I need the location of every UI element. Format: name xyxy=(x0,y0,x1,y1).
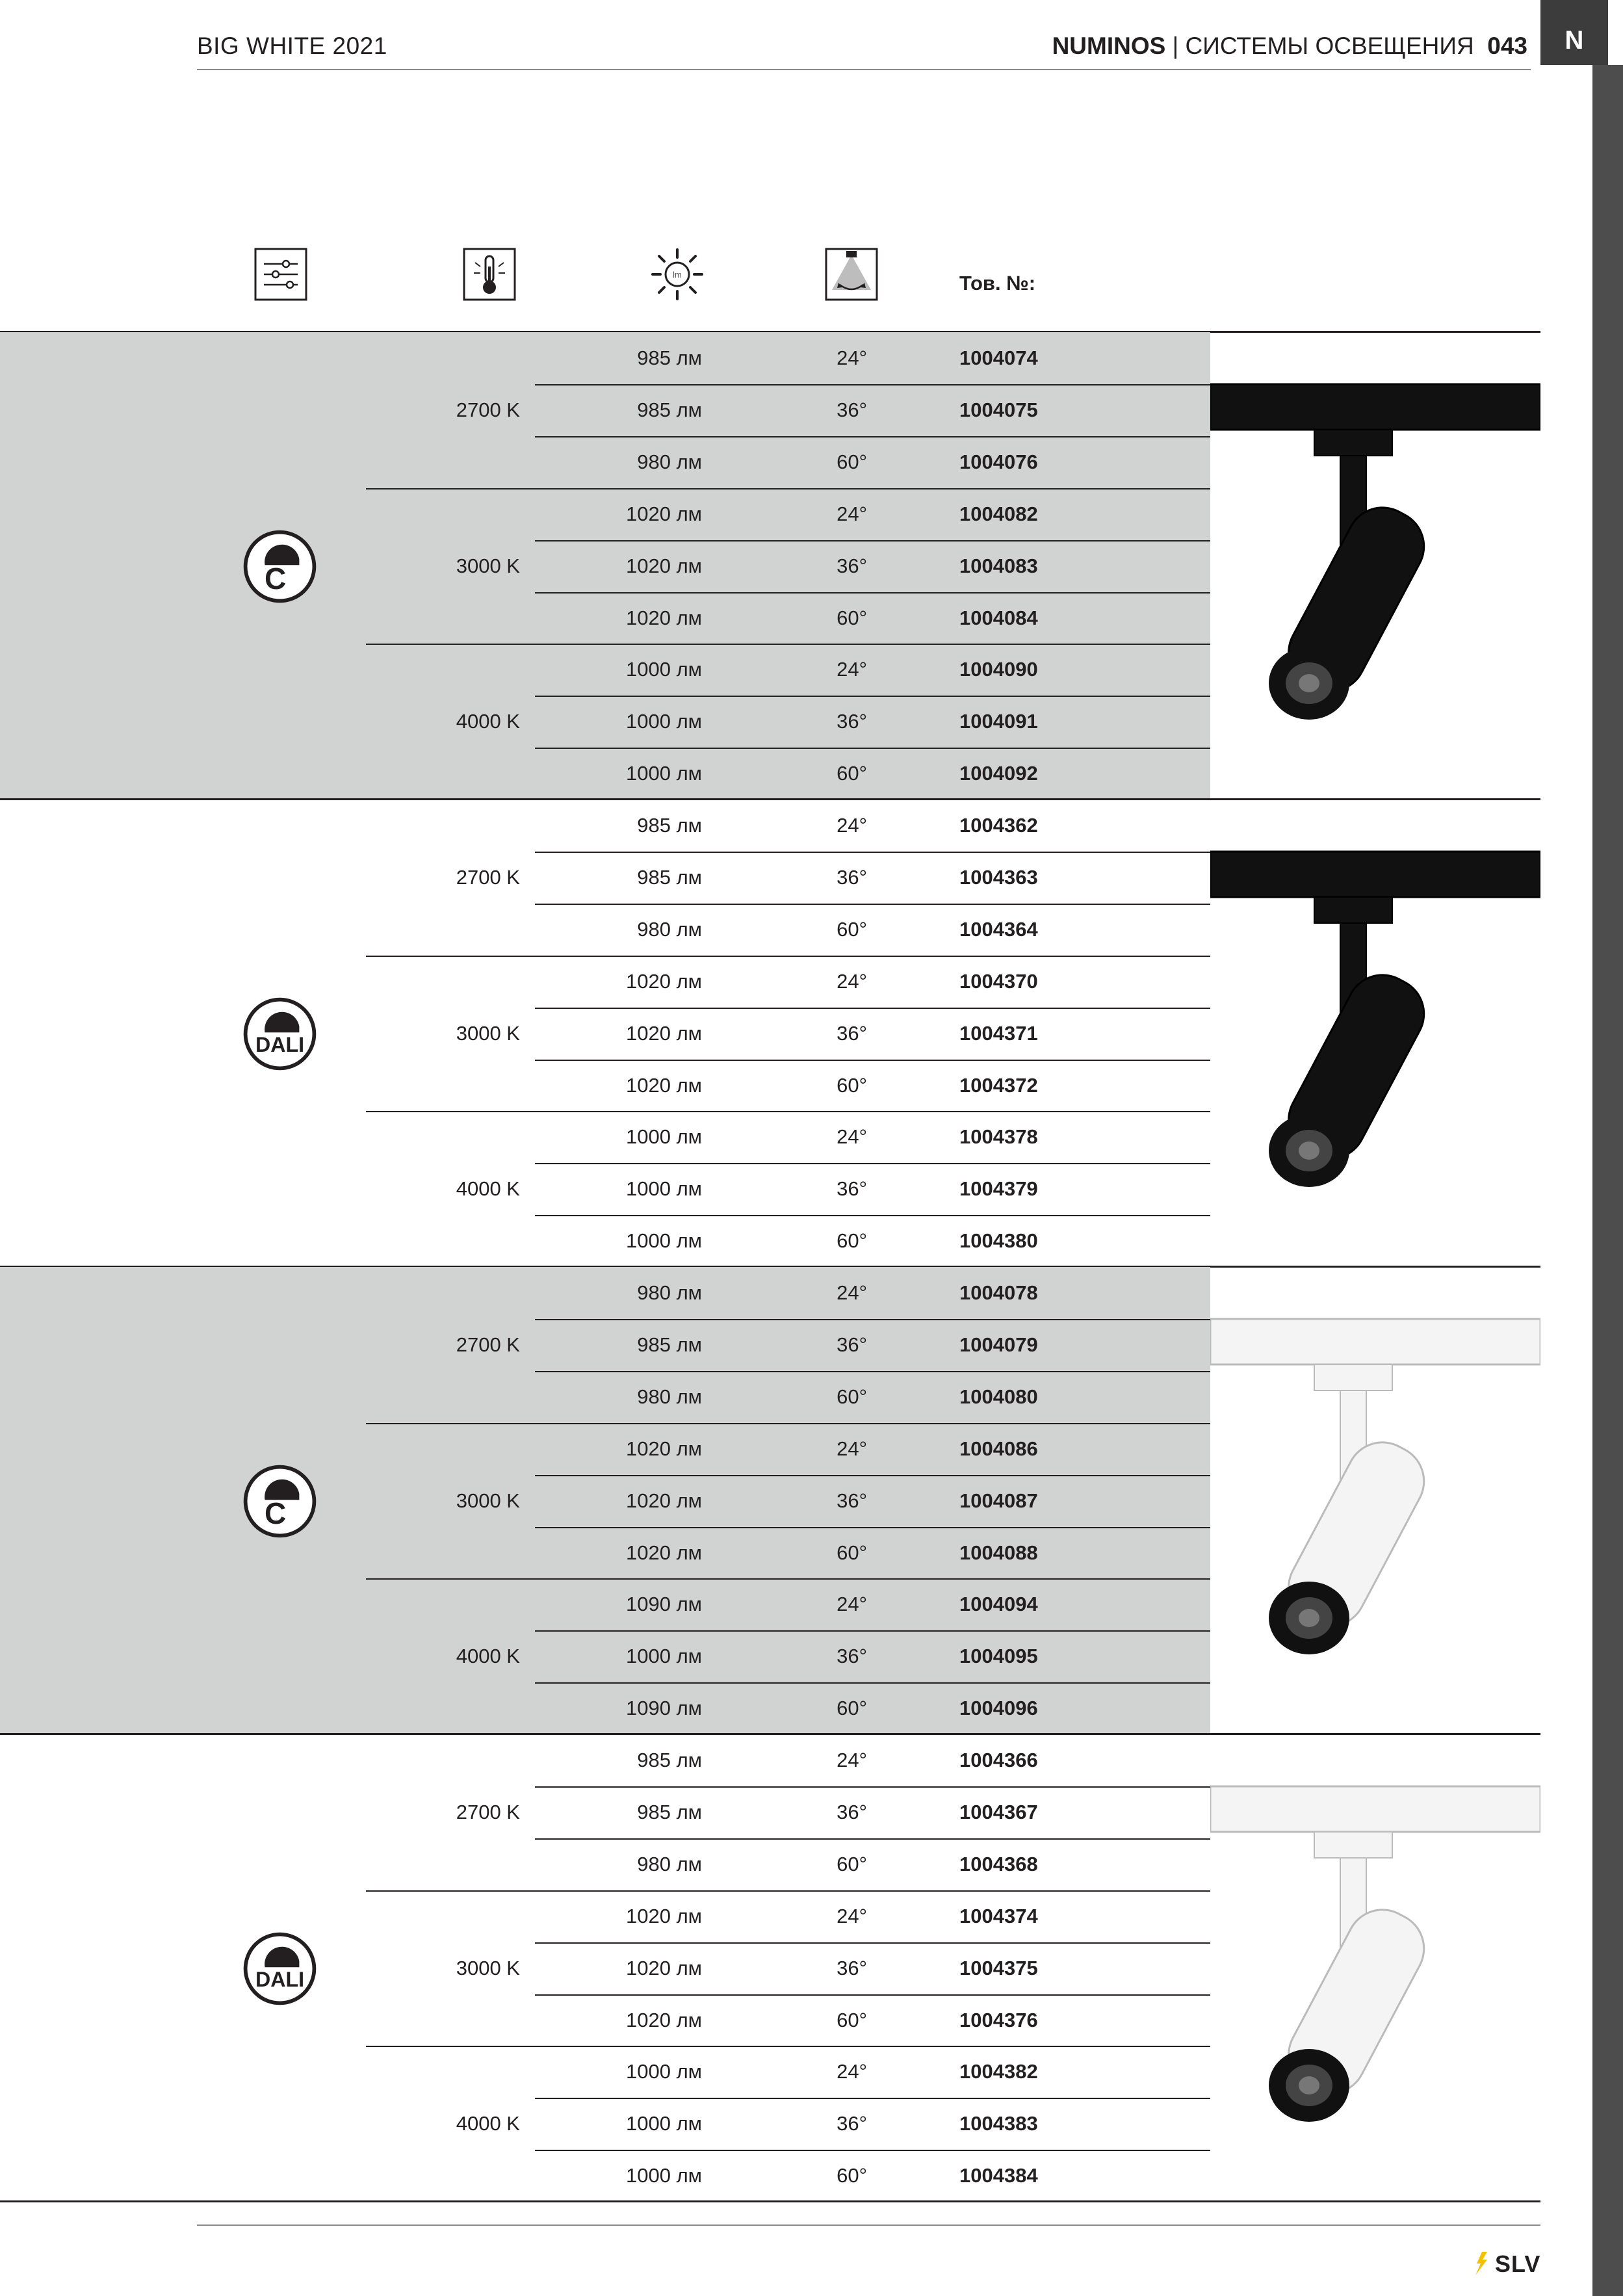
luminous-flux-value: 1000 лм xyxy=(626,710,702,733)
color-temperature-label: 2700 K xyxy=(456,398,520,421)
beam-angle-value: 36° xyxy=(837,1177,867,1201)
table-bottom-rule xyxy=(0,2200,1540,2202)
beam-angle-value: 60° xyxy=(837,2008,867,2031)
beam-angle-value: 60° xyxy=(837,1385,867,1408)
beam-angle-value: 36° xyxy=(837,554,867,577)
luminous-flux-value: 985 лм xyxy=(637,1333,702,1356)
luminous-flux-value: 1000 лм xyxy=(626,1645,702,1668)
article-number[interactable]: 1004092 xyxy=(959,762,1038,785)
luminous-flux-value: 1000 лм xyxy=(626,762,702,785)
article-number[interactable]: 1004075 xyxy=(959,398,1038,421)
article-number[interactable]: 1004087 xyxy=(959,1489,1038,1512)
beam-angle-value: 60° xyxy=(837,1852,867,1875)
article-number[interactable]: 1004082 xyxy=(959,502,1038,525)
product-image-track-spotlight xyxy=(1210,800,1540,1267)
luminous-flux-icon xyxy=(650,247,705,302)
svg-text:DALI: DALI xyxy=(255,1032,305,1056)
beam-angle-value: 36° xyxy=(837,2112,867,2135)
article-number[interactable]: 1004371 xyxy=(959,1021,1038,1045)
section-tab[interactable]: N xyxy=(1540,0,1608,65)
article-number[interactable]: 1004378 xyxy=(959,1125,1038,1149)
beam-angle-value: 24° xyxy=(837,502,867,525)
temperature-divider xyxy=(366,1578,1210,1580)
luminous-flux-value: 1000 лм xyxy=(626,1125,702,1149)
article-number[interactable]: 1004363 xyxy=(959,865,1038,889)
beam-angle-value: 36° xyxy=(837,1021,867,1045)
color-temperature-label: 3000 K xyxy=(456,1021,520,1045)
luminous-flux-value: 1000 лм xyxy=(626,2112,702,2135)
beam-angle-value: 24° xyxy=(837,1904,867,1927)
logo-text: SLV xyxy=(1495,2250,1541,2277)
luminous-flux-value: 985 лм xyxy=(637,1749,702,1771)
luminous-flux-value: 1000 лм xyxy=(626,658,702,681)
temperature-divider xyxy=(366,488,1210,489)
section-name: СИСТЕМЫ ОСВЕЩЕНИЯ xyxy=(1185,33,1474,59)
beam-angle-value: 36° xyxy=(837,1800,867,1823)
article-number[interactable]: 1004383 xyxy=(959,2112,1038,2135)
beam-angle-value: 36° xyxy=(837,398,867,421)
beam-angle-value: 24° xyxy=(837,814,867,837)
article-number[interactable]: 1004372 xyxy=(959,1073,1038,1097)
beam-angle-value: 36° xyxy=(837,1333,867,1356)
svg-text:C: C xyxy=(264,1496,287,1530)
luminous-flux-value: 1020 лм xyxy=(626,606,702,629)
article-number[interactable]: 1004366 xyxy=(959,1749,1038,1771)
luminous-flux-value: 980 лм xyxy=(637,1385,702,1408)
side-tab-bar xyxy=(1592,65,1623,2296)
product-image-track-spotlight xyxy=(1210,332,1540,800)
beam-angle-value: 60° xyxy=(837,1697,867,1720)
svg-text:DALI: DALI xyxy=(255,1967,305,1991)
dimmable-icon xyxy=(242,529,317,604)
article-number[interactable]: 1004096 xyxy=(959,1697,1038,1720)
article-number[interactable]: 1004079 xyxy=(959,1333,1038,1356)
beam-angle-value: 24° xyxy=(837,346,867,369)
luminous-flux-value: 1000 лм xyxy=(626,1229,702,1253)
luminous-flux-value: 980 лм xyxy=(637,450,702,473)
luminous-flux-value: 985 лм xyxy=(637,865,702,889)
luminous-flux-value: 1000 лм xyxy=(626,2164,702,2187)
article-number[interactable]: 1004084 xyxy=(959,606,1038,629)
color-temperature-label: 4000 K xyxy=(456,710,520,733)
article-number[interactable]: 1004091 xyxy=(959,710,1038,733)
article-number[interactable]: 1004083 xyxy=(959,554,1038,577)
heading-separator: | xyxy=(1172,33,1179,59)
beam-angle-value: 60° xyxy=(837,1073,867,1097)
luminous-flux-value: 1000 лм xyxy=(626,1177,702,1201)
color-temperature-label: 3000 K xyxy=(456,1489,520,1512)
article-number[interactable]: 1004078 xyxy=(959,1281,1038,1304)
beam-angle-icon xyxy=(824,247,879,302)
luminous-flux-value: 1020 лм xyxy=(626,969,702,993)
dali-icon xyxy=(242,1931,317,2006)
temperature-divider xyxy=(366,644,1210,645)
beam-angle-value: 60° xyxy=(837,917,867,941)
svg-text:C: C xyxy=(264,561,287,595)
beam-angle-value: 24° xyxy=(837,1593,867,1616)
luminous-flux-value: 1020 лм xyxy=(626,1489,702,1512)
color-temperature-label: 4000 K xyxy=(456,1645,520,1668)
beam-angle-value: 36° xyxy=(837,1956,867,1979)
luminous-flux-value: 980 лм xyxy=(637,1281,702,1304)
luminous-flux-value: 980 лм xyxy=(637,1852,702,1875)
beam-angle-value: 60° xyxy=(837,1541,867,1564)
luminous-flux-value: 1090 лм xyxy=(626,1697,702,1720)
beam-angle-value: 24° xyxy=(837,1281,867,1304)
color-temperature-label: 4000 K xyxy=(456,2112,520,2135)
beam-angle-value: 36° xyxy=(837,710,867,733)
article-number[interactable]: 1004074 xyxy=(959,346,1038,369)
header-divider xyxy=(197,69,1531,70)
temperature-divider xyxy=(366,2046,1210,2047)
article-number[interactable]: 1004367 xyxy=(959,1800,1038,1823)
color-temperature-label: 2700 K xyxy=(456,1800,520,1823)
svg-text:lm: lm xyxy=(673,270,682,280)
footer-divider xyxy=(197,2224,1540,2226)
article-number[interactable]: 1004382 xyxy=(959,2060,1038,2083)
article-number[interactable]: 1004384 xyxy=(959,2164,1038,2187)
luminous-flux-value: 1020 лм xyxy=(626,1073,702,1097)
luminous-flux-value: 1020 лм xyxy=(626,554,702,577)
article-number[interactable]: 1004086 xyxy=(959,1437,1038,1460)
product-image-track-spotlight xyxy=(1210,1734,1540,2202)
brand-name: NUMINOS xyxy=(1052,33,1166,59)
beam-angle-value: 24° xyxy=(837,2060,867,2083)
article-number[interactable]: 1004368 xyxy=(959,1852,1038,1875)
luminous-flux-value: 985 лм xyxy=(637,346,702,369)
luminous-flux-value: 1020 лм xyxy=(626,1021,702,1045)
article-number[interactable]: 1004088 xyxy=(959,1541,1038,1564)
article-number[interactable]: 1004364 xyxy=(959,917,1038,941)
dali-icon xyxy=(242,997,317,1071)
beam-angle-value: 36° xyxy=(837,1645,867,1668)
color-temperature-label: 3000 K xyxy=(456,1956,520,1979)
color-temperature-label: 3000 K xyxy=(456,554,520,577)
beam-angle-value: 24° xyxy=(837,1437,867,1460)
article-number[interactable]: 1004370 xyxy=(959,969,1038,993)
temperature-divider xyxy=(366,1423,1210,1424)
beam-angle-value: 36° xyxy=(837,1489,867,1512)
beam-angle-value: 24° xyxy=(837,1125,867,1149)
beam-angle-value: 60° xyxy=(837,1229,867,1253)
luminous-flux-value: 1020 лм xyxy=(626,1956,702,1979)
color-temperature-label: 2700 K xyxy=(456,865,520,889)
beam-angle-value: 60° xyxy=(837,606,867,629)
beam-angle-value: 60° xyxy=(837,2164,867,2187)
color-temperature-label: 2700 K xyxy=(456,1333,520,1356)
article-number[interactable]: 1004380 xyxy=(959,1229,1038,1253)
dimmable-icon xyxy=(242,1464,317,1539)
article-number[interactable]: 1004076 xyxy=(959,450,1038,473)
luminous-flux-value: 1090 лм xyxy=(626,1593,702,1616)
page-number: 043 xyxy=(1487,33,1527,59)
beam-angle-value: 24° xyxy=(837,658,867,681)
beam-angle-value: 24° xyxy=(837,969,867,993)
luminous-flux-value: 985 лм xyxy=(637,814,702,837)
color-temperature-label: 4000 K xyxy=(456,1177,520,1201)
article-number[interactable]: 1004095 xyxy=(959,1645,1038,1668)
page-heading xyxy=(1052,33,1527,60)
luminous-flux-value: 1020 лм xyxy=(626,1541,702,1564)
luminous-flux-value: 1020 лм xyxy=(626,2008,702,2031)
temperature-divider xyxy=(366,1890,1210,1892)
catalog-title: BIG WHITE 2021 xyxy=(197,33,387,59)
luminous-flux-value: 985 лм xyxy=(637,398,702,421)
luminous-flux-value: 1020 лм xyxy=(626,502,702,525)
article-number-header: Тов. №: xyxy=(959,272,1036,294)
beam-angle-value: 60° xyxy=(837,762,867,785)
control-icon xyxy=(253,247,308,302)
luminous-flux-value: 985 лм xyxy=(637,1800,702,1823)
luminous-flux-value: 1000 лм xyxy=(626,2060,702,2083)
article-number[interactable]: 1004094 xyxy=(959,1593,1038,1616)
temperature-divider xyxy=(366,956,1210,957)
luminous-flux-value: 980 лм xyxy=(637,917,702,941)
article-number[interactable]: 1004376 xyxy=(959,2008,1038,2031)
color-temperature-icon xyxy=(462,247,517,302)
temperature-divider xyxy=(366,1111,1210,1112)
luminous-flux-value: 1020 лм xyxy=(626,1904,702,1927)
article-number[interactable]: 1004375 xyxy=(959,1956,1038,1979)
article-number[interactable]: 1004362 xyxy=(959,814,1038,837)
beam-angle-value: 24° xyxy=(837,1749,867,1771)
beam-angle-value: 60° xyxy=(837,450,867,473)
article-number[interactable]: 1004374 xyxy=(959,1904,1038,1927)
luminous-flux-value: 1020 лм xyxy=(626,1437,702,1460)
article-number[interactable]: 1004090 xyxy=(959,658,1038,681)
product-image-track-spotlight xyxy=(1210,1267,1540,1734)
article-number[interactable]: 1004080 xyxy=(959,1385,1038,1408)
article-number[interactable]: 1004379 xyxy=(959,1177,1038,1201)
beam-angle-value: 36° xyxy=(837,865,867,889)
